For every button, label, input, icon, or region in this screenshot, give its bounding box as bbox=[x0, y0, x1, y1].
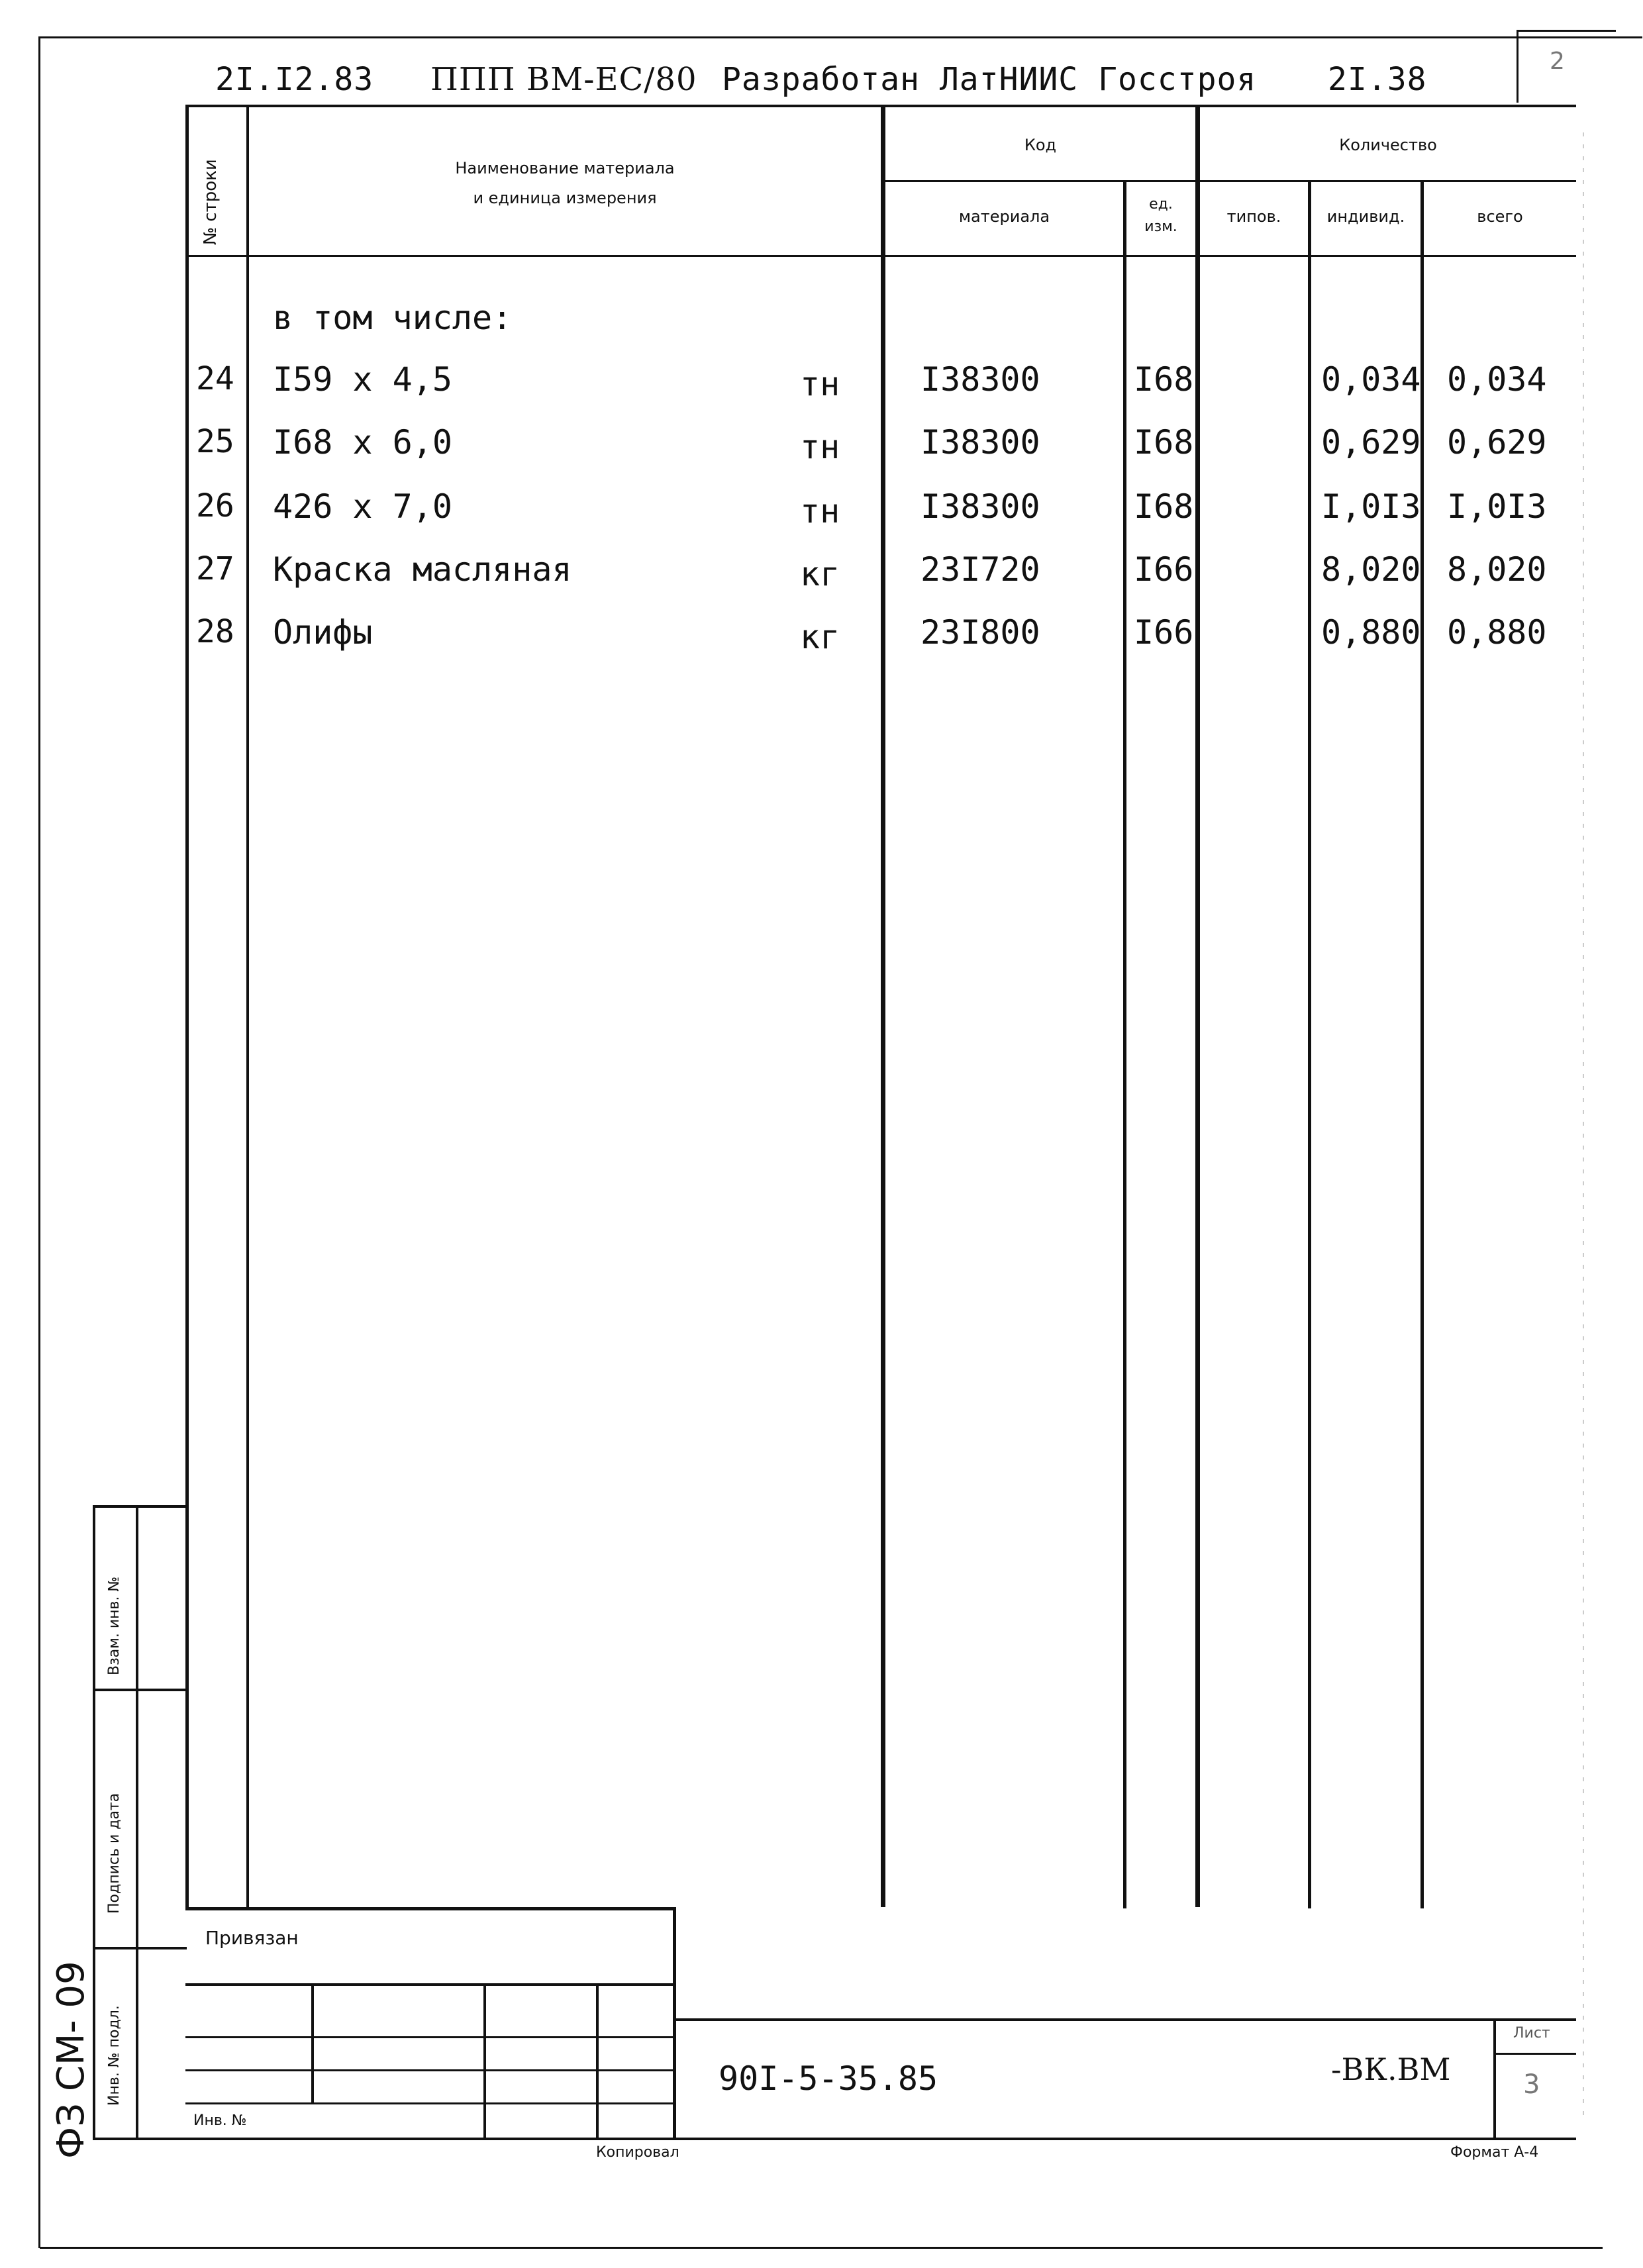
material-code: 23I800 bbox=[921, 613, 1040, 652]
material-code: I38300 bbox=[921, 360, 1040, 399]
qty-individual: I,0I3 bbox=[1321, 487, 1421, 526]
sheet-label: Лист bbox=[1513, 2025, 1550, 2042]
unit-code: I68 bbox=[1134, 487, 1194, 526]
stamp-code: ФЗ СМ- 09 bbox=[50, 1961, 93, 2159]
row-number: 27 bbox=[196, 550, 234, 587]
header-program: ППП ВМ-ЕС/80 bbox=[430, 61, 697, 98]
material-name: Краска масляная bbox=[273, 550, 572, 589]
sheet-number: 3 bbox=[1523, 2069, 1540, 2100]
document-number: 90I-5-35.85 bbox=[719, 2059, 938, 2098]
header-code-unit-1: ед. bbox=[1149, 196, 1173, 213]
row-number: 26 bbox=[196, 487, 234, 524]
stamp-podpis: Подпись и дата bbox=[106, 1793, 123, 1914]
qty-individual: 8,020 bbox=[1321, 550, 1421, 589]
row-number: 24 bbox=[196, 360, 234, 397]
subheading: в том числе: bbox=[273, 299, 513, 337]
material-name: 426 x 7,0 bbox=[273, 487, 452, 526]
row-number: 28 bbox=[196, 613, 234, 650]
unit: кг bbox=[800, 618, 840, 656]
format-label: Формат А-4 bbox=[1450, 2144, 1539, 2161]
header-qty-typical: типов. bbox=[1226, 207, 1281, 226]
col-sep-5 bbox=[1308, 180, 1311, 1908]
unit-code: I66 bbox=[1134, 550, 1194, 589]
unit: тн bbox=[800, 492, 840, 530]
header-code-material: материала bbox=[958, 207, 1050, 226]
material-name: I68 x 6,0 bbox=[273, 423, 452, 462]
unit-code: I66 bbox=[1134, 613, 1194, 652]
table-left-border bbox=[185, 106, 189, 1907]
col-sep-3 bbox=[1123, 180, 1126, 1908]
stamp-vzam: Взам. инв. № bbox=[106, 1576, 123, 1675]
qty-individual: 0,880 bbox=[1321, 613, 1421, 652]
header-quantity: Количество bbox=[1339, 136, 1437, 154]
inv-no-label: Инв. № bbox=[193, 2112, 247, 2129]
header-code-unit-2: изм. bbox=[1144, 219, 1177, 235]
copied-label: Копировал bbox=[596, 2144, 679, 2161]
header-row-no: № строки bbox=[201, 159, 221, 245]
header-version: 2I.38 bbox=[1328, 61, 1427, 98]
stamp-inv-podl: Инв. № подл. bbox=[106, 2005, 123, 2106]
material-code: 23I720 bbox=[921, 550, 1040, 589]
material-name: Олифы bbox=[273, 613, 373, 652]
qty-total: I,0I3 bbox=[1447, 487, 1547, 526]
qty-individual: 0,034 bbox=[1321, 360, 1421, 399]
header-corner-mark: 2 bbox=[1550, 48, 1565, 75]
unit-code: I68 bbox=[1134, 423, 1194, 462]
unit: тн bbox=[800, 365, 840, 403]
header-code: Код bbox=[1024, 136, 1057, 154]
material-code: I38300 bbox=[921, 487, 1040, 526]
outer-frame-left bbox=[38, 36, 40, 2248]
unit: кг bbox=[800, 555, 840, 593]
header-qty-individual: индивид. bbox=[1326, 207, 1405, 226]
scan-edge-artifact bbox=[1583, 132, 1584, 2119]
outer-frame-bottom bbox=[40, 2247, 1603, 2249]
col-sep-2 bbox=[881, 106, 885, 1907]
document-suffix: -ВК.ВМ bbox=[1331, 2051, 1451, 2087]
unit-code: I68 bbox=[1134, 360, 1194, 399]
col-sep-6 bbox=[1420, 180, 1424, 1908]
col-sep-4 bbox=[1195, 106, 1200, 1907]
qty-individual: 0,629 bbox=[1321, 423, 1421, 462]
material-code: I38300 bbox=[921, 423, 1040, 462]
header-date: 2I.I2.83 bbox=[215, 61, 374, 98]
unit: тн bbox=[800, 428, 840, 466]
qty-total: 8,020 bbox=[1447, 550, 1547, 589]
qty-total: 0,629 bbox=[1447, 423, 1547, 462]
outer-frame-top bbox=[40, 36, 1642, 38]
qty-total: 0,880 bbox=[1447, 613, 1547, 652]
col-sep-1 bbox=[246, 106, 249, 1907]
header-developer: Разработан ЛатНИИС Госстроя bbox=[722, 61, 1257, 98]
header-qty-total: всего bbox=[1477, 207, 1523, 226]
privyazan-label: Привязан bbox=[205, 1927, 299, 1949]
header-name-line1: Наименование материала bbox=[455, 159, 675, 177]
header-name-line2: и единица измерения bbox=[473, 189, 657, 207]
row-number: 25 bbox=[196, 423, 234, 460]
material-name: I59 x 4,5 bbox=[273, 360, 452, 399]
qty-total: 0,034 bbox=[1447, 360, 1547, 399]
